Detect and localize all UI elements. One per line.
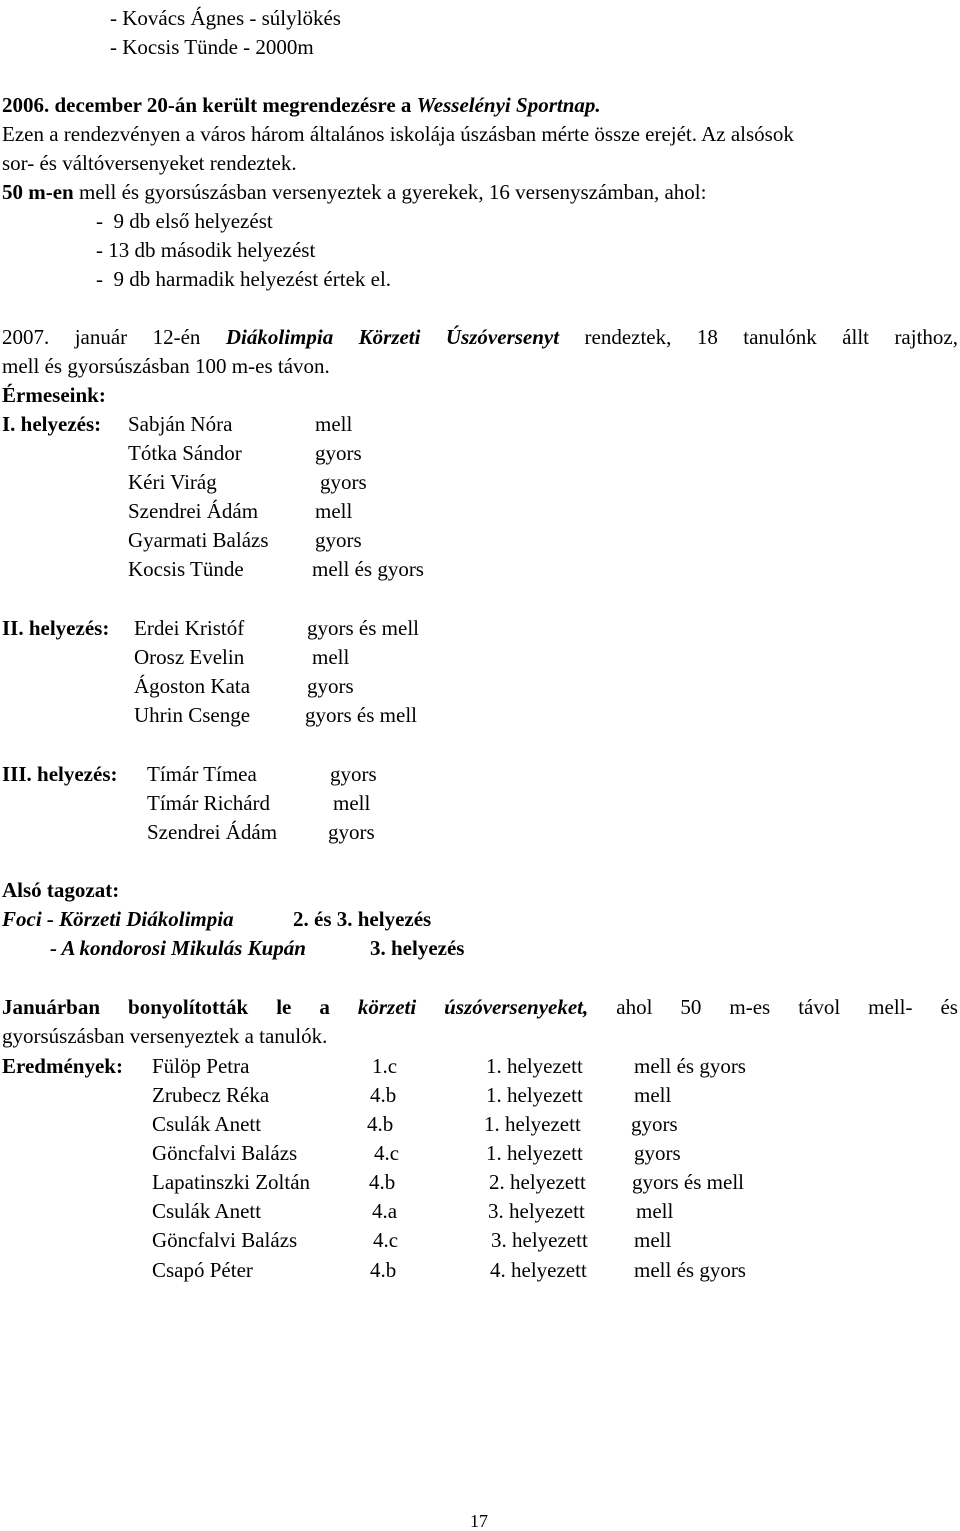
paragraph-2006-line4 xyxy=(2,180,706,204)
place-label: II. helyezés: xyxy=(2,616,110,640)
result-place: 2. helyezett xyxy=(489,1170,586,1194)
date-text: 2006. december 20-án került megrendezésre a xyxy=(2,93,417,117)
result-class: 4.c xyxy=(374,1141,400,1165)
result-style: mell xyxy=(636,1199,674,1223)
sentence-text: ahol 50 m-es távol mell- és xyxy=(588,995,958,1019)
event-name: - A kondorosi Mikulás Kupán xyxy=(50,936,306,960)
result-name: Göncfalvi Balázs xyxy=(152,1228,298,1252)
list-item: - 9 db harmadik helyezést értek el. xyxy=(96,267,392,291)
result-text: 3. helyezés xyxy=(370,936,465,960)
medalist-name: Kocsis Tünde xyxy=(128,557,244,581)
medalist-style: mell xyxy=(315,499,353,523)
result-class: 4.b xyxy=(367,1112,394,1136)
paragraph-2006-line1 xyxy=(2,93,601,117)
paragraph-2007-line2: mell és gyorsúszásban 100 m-es távon. xyxy=(2,354,330,378)
paragraph-2007-line1 xyxy=(2,325,958,349)
sentence-text: rendeztek, 18 tanulónk állt rajthoz, xyxy=(559,325,958,349)
result-class: 4.a xyxy=(372,1199,398,1223)
paragraph-jan-line1 xyxy=(2,995,958,1019)
medalist-style: gyors xyxy=(330,762,377,786)
medalist-style: gyors xyxy=(328,820,375,844)
result-place: 1. helyezett xyxy=(484,1112,581,1136)
result-name: Csulák Anett xyxy=(152,1199,262,1223)
result-class: 4.b xyxy=(370,1083,397,1107)
paragraph-2006-line2: Ezen a rendezvényen a város három általános iskolája úszásban mérte össze erejét. Az alsósok xyxy=(2,122,794,146)
section-heading: Alsó tagozat: xyxy=(2,878,120,902)
result-place: 1. helyezett xyxy=(486,1141,583,1165)
list-item: - 9 db első helyezést xyxy=(96,209,273,233)
result-place: 4. helyezett xyxy=(490,1258,587,1282)
distance-text: 50 m-en xyxy=(2,180,74,204)
result-class: 4.b xyxy=(369,1170,396,1194)
list-item: - Kovács Ágnes - súlylökés xyxy=(110,6,341,30)
sentence-text: Januárban bonyolították le a xyxy=(2,995,358,1019)
medalist-name: Ágoston Kata xyxy=(134,674,251,698)
medalist-name: Erdei Kristóf xyxy=(134,616,245,640)
result-place: 1. helyezett xyxy=(486,1054,583,1078)
result-style: mell és gyors xyxy=(634,1054,746,1078)
medalist-name: Tímár Tímea xyxy=(147,762,257,786)
event-name: körzeti úszóversenyeket, xyxy=(357,995,589,1019)
result-style: mell és gyors xyxy=(634,1258,746,1282)
result-text: 2. és 3. helyezés xyxy=(293,907,432,931)
medalist-name: Sabján Nóra xyxy=(128,412,233,436)
medalist-style: gyors xyxy=(307,674,354,698)
result-name: Csulák Anett xyxy=(152,1112,262,1136)
medalist-style: mell xyxy=(315,412,353,436)
medalist-name: Orosz Evelin xyxy=(134,645,245,669)
medalist-style: gyors xyxy=(315,528,362,552)
medalist-style: mell xyxy=(333,791,371,815)
medals-heading: Érmeseink: xyxy=(2,383,106,407)
medalist-style: gyors xyxy=(320,470,367,494)
paragraph-2006-line3: sor- és váltóversenyeket rendeztek. xyxy=(2,151,297,175)
medalist-name: Szendrei Ádám xyxy=(128,499,259,523)
medalist-name: Tótka Sándor xyxy=(128,441,242,465)
medalist-style: gyors és mell xyxy=(307,616,419,640)
result-style: gyors xyxy=(634,1141,681,1165)
result-style: mell xyxy=(634,1083,672,1107)
result-class: 4.c xyxy=(373,1228,399,1252)
event-name: Foci - Körzeti Diákolimpia xyxy=(2,907,234,931)
place-label: III. helyezés: xyxy=(2,762,118,786)
result-place: 3. helyezett xyxy=(491,1228,588,1252)
year-text: 2007. xyxy=(2,325,50,349)
result-place: 3. helyezett xyxy=(488,1199,585,1223)
paragraph-jan-line2: gyorsúszásban versenyeztek a tanulók. xyxy=(2,1024,328,1048)
list-item: - Kocsis Tünde - 2000m xyxy=(110,35,314,59)
result-name: Lapatinszki Zoltán xyxy=(152,1170,311,1194)
page-number: 17 xyxy=(470,1511,488,1531)
result-place: 1. helyezett xyxy=(486,1083,583,1107)
result-class: 1.c xyxy=(372,1054,398,1078)
medalist-name: Gyarmati Balázs xyxy=(128,528,269,552)
result-name: Göncfalvi Balázs xyxy=(152,1141,298,1165)
sentence-text: január 12-én xyxy=(49,325,226,349)
result-name: Fülöp Petra xyxy=(152,1054,250,1078)
result-style: gyors és mell xyxy=(632,1170,744,1194)
medalist-style: mell xyxy=(312,645,350,669)
medalist-style: gyors xyxy=(315,441,362,465)
result-name: Csapó Péter xyxy=(152,1258,253,1282)
event-name: Wesselényi Sportnap. xyxy=(416,93,601,117)
list-item: - 13 db második helyezést xyxy=(96,238,316,262)
medalist-name: Uhrin Csenge xyxy=(134,703,251,727)
result-style: gyors xyxy=(631,1112,678,1136)
result-style: mell xyxy=(634,1228,672,1252)
result-class: 4.b xyxy=(370,1258,397,1282)
medalist-name: Tímár Richárd xyxy=(147,791,271,815)
medalist-style: mell és gyors xyxy=(312,557,424,581)
result-name: Zrubecz Réka xyxy=(152,1083,270,1107)
place-label: I. helyezés: xyxy=(2,412,102,436)
medalist-name: Kéri Virág xyxy=(128,470,217,494)
results-label: Eredmények: xyxy=(2,1054,123,1078)
event-name: Diákolimpia Körzeti Úszóversenyt xyxy=(225,325,560,349)
sentence-text: mell és gyorsúszásban versenyeztek a gyerekek, 16 versenyszámban, ahol: xyxy=(73,180,707,204)
medalist-style: gyors és mell xyxy=(305,703,417,727)
medalist-name: Szendrei Ádám xyxy=(147,820,278,844)
